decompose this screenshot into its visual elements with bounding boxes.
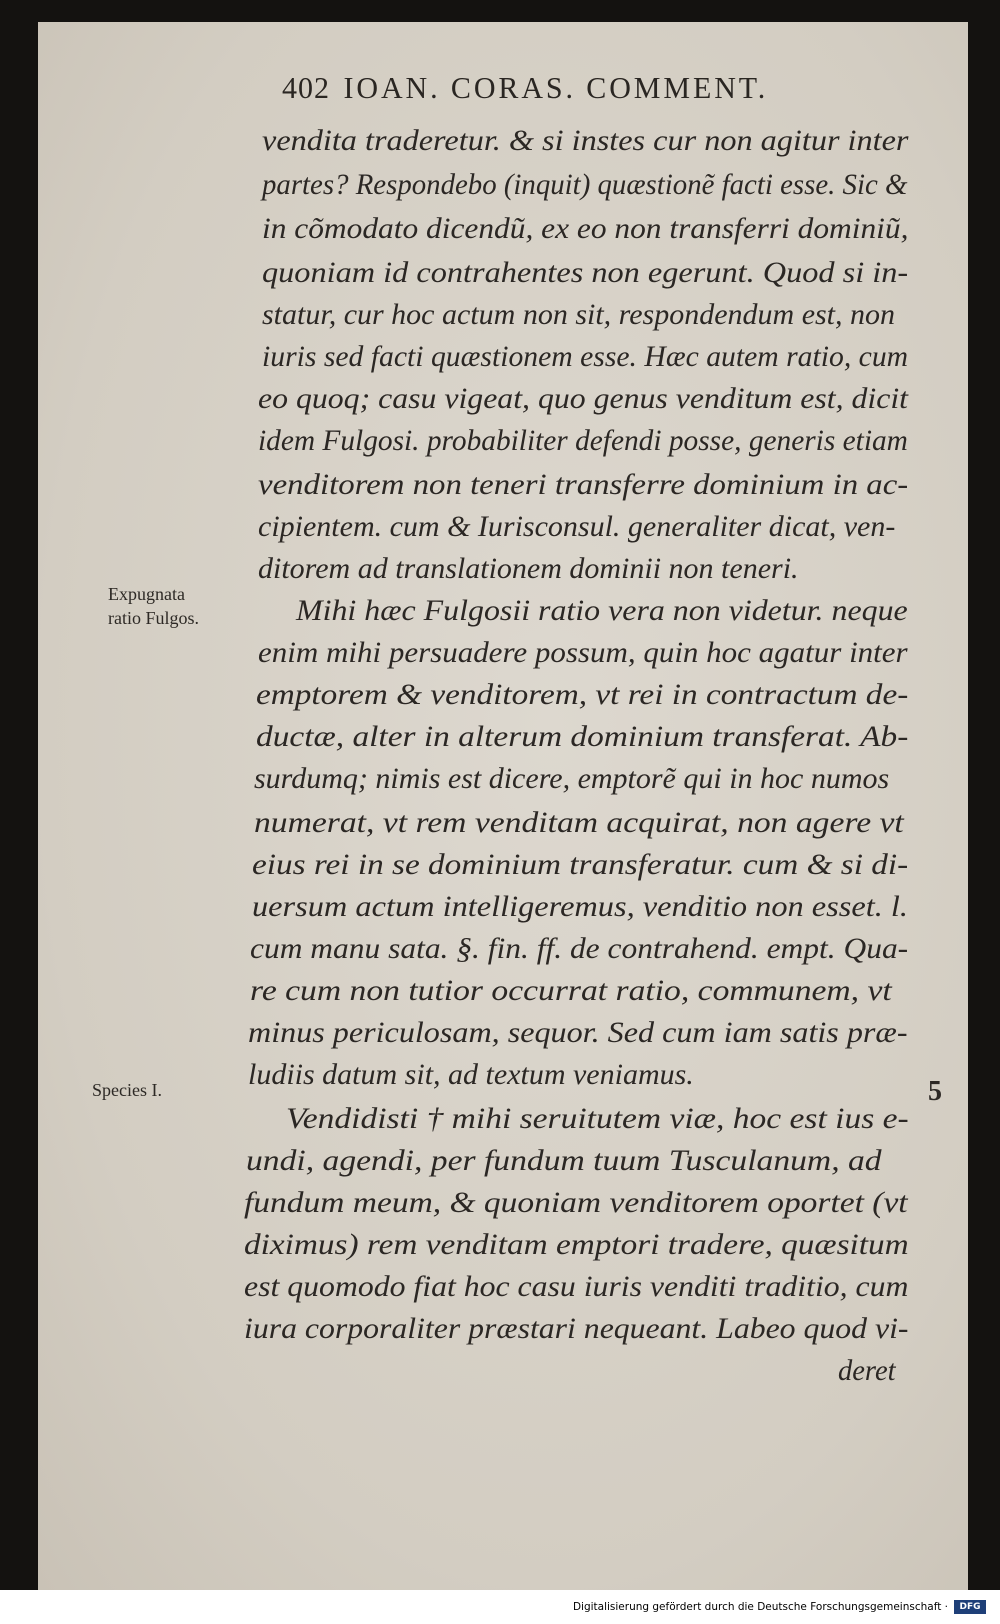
text-line: statur, cur hoc actum non sit, respondendum est, non — [262, 298, 896, 331]
margin-note-expugnata: Expugnata — [108, 584, 185, 604]
text-line: surdumq; nimis est dicere, emptorẽ qui in hoc numos — [254, 762, 890, 795]
text-line: idem Fulgosi. probabiliter defendi posse, generis etiam — [258, 424, 908, 457]
text-line: quoniam id contrahentes non egerunt. Quod si in- — [262, 256, 909, 289]
text-line: cipientem. cum & Iurisconsul. generaliter dicat, ven- — [258, 510, 896, 543]
text-line: uersum actum intelligeremus, venditio non esset. l. — [252, 890, 908, 923]
section-number: 5 — [928, 1076, 942, 1107]
text-line: eius rei in se dominium transferatur. cum & si di- — [252, 848, 909, 881]
text-line: eo quoq; casu vigeat, quo genus venditum est, dicit — [258, 382, 908, 415]
running-title: IOAN. CORAS. COMMENT. — [343, 70, 769, 105]
margin-note-ratio-fulgos: ratio Fulgos. — [108, 608, 200, 628]
text-line: deret — [838, 1354, 896, 1387]
text-line: cum manu sata. §. fin. ff. de contrahend. empt. Qua- — [250, 932, 909, 965]
text-line: emptorem & venditorem, vt rei in contractum de- — [256, 678, 909, 711]
text-line: fundum meum, & quoniam venditorem oportet (vt — [244, 1186, 908, 1219]
footer-credit: Digitalisierung gefördert durch die Deutsche Forschungsgemeinschaft · — [572, 1601, 948, 1613]
text-line: diximus) rem venditam emptori tradere, quæsitum — [244, 1228, 909, 1261]
text-line: re cum non tutior occurrat ratio, communem, vt — [250, 974, 892, 1007]
text-line: in cõmodato dicendũ, ex eo non transferri dominiũ, — [262, 212, 909, 245]
text-line: Mihi hæc Fulgosii ratio vera non videtur. neque — [296, 594, 908, 627]
text-line: ductæ, alter in alterum dominium transferat. Ab- — [256, 720, 909, 753]
dfg-logo: DFG — [954, 1600, 986, 1614]
text-line: ludiis datum sit, ad textum veniamus. — [248, 1058, 694, 1091]
text-line: minus periculosam, sequor. Sed cum iam satis præ- — [248, 1016, 908, 1049]
running-head — [282, 70, 882, 106]
text-line: iura corporaliter præstari nequeant. Labeo quod vi- — [244, 1312, 909, 1345]
text-line: enim mihi persuadere possum, quin hoc agatur inter — [258, 636, 908, 669]
text-line: vendita traderetur. & si instes cur non agitur inter — [262, 124, 909, 157]
text-line: undi, agendi, per fundum tuum Tusculanum, ad — [246, 1144, 882, 1177]
text-line: partes? Respondebo (inquit) quæstionẽ facti esse. Sic & — [262, 168, 908, 201]
text-line: venditorem non teneri transferre dominium in ac- — [258, 468, 909, 501]
page-number: 402 — [282, 70, 330, 105]
margin-note-species: Species I. — [92, 1080, 162, 1100]
text-line: numerat, vt rem venditam acquirat, non agere vt — [254, 806, 904, 839]
text-line: ditorem ad translationem dominii non teneri. — [258, 552, 799, 585]
text-line: Vendidisti † mihi seruitutem viæ, hoc est ius e- — [286, 1102, 909, 1135]
text-line: iuris sed facti quæstionem esse. Hæc autem ratio, cum — [262, 340, 909, 373]
text-line: est quomodo fiat hoc casu iuris venditi traditio, cum — [244, 1270, 909, 1303]
